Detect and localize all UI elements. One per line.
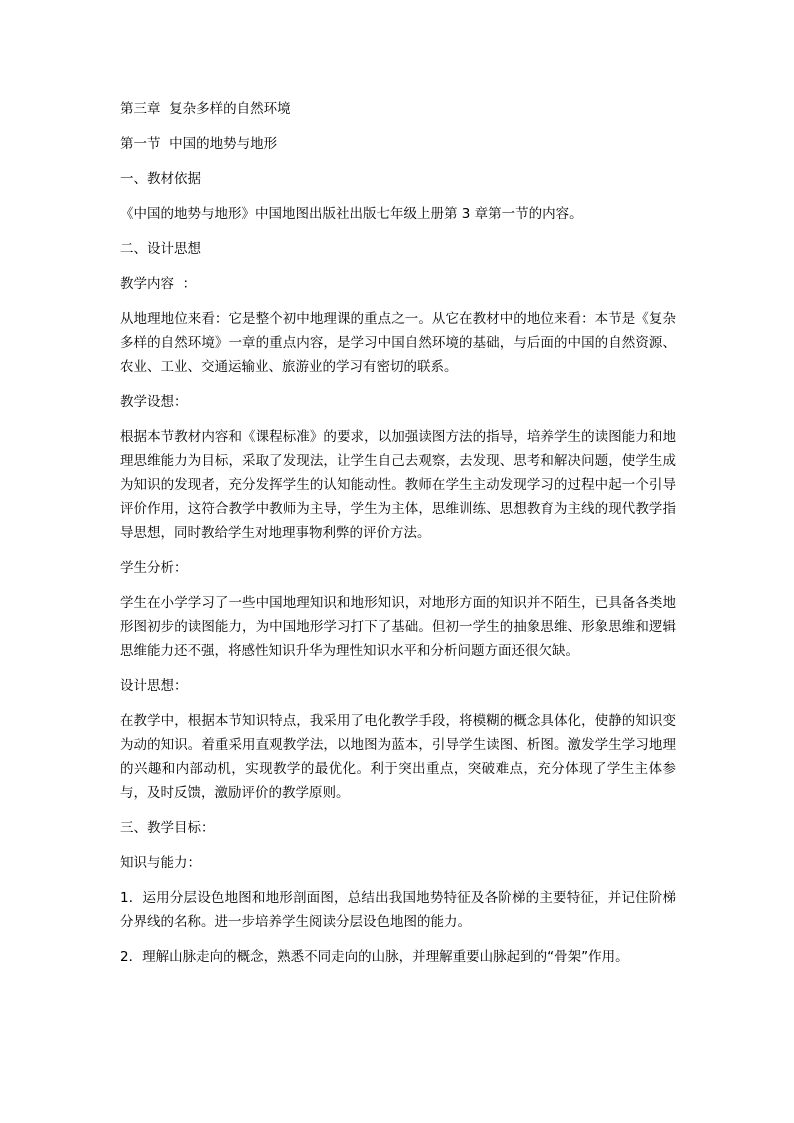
document-page [120,97,676,980]
subheading-student-analysis: 学生分析： [120,560,188,576]
heading-design-idea: 二、设计思想 [120,241,201,257]
paragraph-textbook-basis: 《中国的地势与地形》中国地图出版社出版七年级上册第 3 章第一节的内容。 [120,206,583,222]
subheading-teaching-content: 教学内容 ： [120,276,197,292]
heading-teaching-goals: 三、教学目标： [120,820,215,836]
subheading-teaching-plan: 教学设想： [120,394,188,410]
subheading-design-thought: 设计思想： [120,678,188,694]
section-title: 第一节 中国的地势与地形 [120,136,278,152]
list-item-goal-2: 2．理解山脉走向的概念，熟悉不同走向的山脉，并理解重要山脉起到的“骨架”作用。 [120,949,629,965]
list-item-goal-1: 1．运用分层设色地图和地形剖面图，总结出我国地势特征及各阶梯的主要特征，并记住阶梯分界线的名称。进一步培养学生阅读分层设色地图的能力。 [120,890,676,930]
subheading-knowledge-ability: 知识与能力： [120,855,201,871]
paragraph-teaching-plan: 根据本节教材内容和《课程标准》的要求，以加强读图方法的指导，培养学生的读图能力和地理思维能力为目标，采取了发现法，让学生自己去观察，去发现、思考和解决问题，使学生成为知识的发现者，充分发挥学生的认知能动性。教师在学生主动发现学习的过程中起一个引导评价作用，这符合教学中教师为主导，学生为主体，思维训练、思想教育为主线的现代教学指导思想，同时教给学生对地理事物利弊的评价方法。 [120,429,676,541]
heading-textbook-basis: 一、教材依据 [120,171,201,187]
paragraph-teaching-content: 从地理地位来看：它是整个初中地理课的重点之一。从它在教材中的地位来看：本节是《复杂多样的自然环境》一章的重点内容，是学习中国自然环境的基础，与后面的中国的自然资源、农业、工业、交通运输业、旅游业的学习有密切的联系。 [120,311,676,375]
chapter-title: 第三章 复杂多样的自然环境 [120,101,291,117]
paragraph-design-thought: 在教学中，根据本节知识特点，我采用了电化教学手段，将模糊的概念具体化，使静的知识变为动的知识。着重采用直观教学法，以地图为蓝本，引导学生读图、析图。激发学生学习地理的兴趣和内部动机，实现教学的最优化。利于突出重点，突破难点，充分体现了学生主体参与，及时反馈，激励评价的教学原则。 [120,713,676,801]
paragraph-student-analysis: 学生在小学学习了一些中国地理知识和地形知识，对地形方面的知识并不陌生，已具备各类地形图初步的读图能力，为中国地形学习打下了基础。但初一学生的抽象思维、形象思维和逻辑思维能力还不强，将感性知识升华为理性知识水平和分析问题方面还很欠缺。 [120,595,676,659]
